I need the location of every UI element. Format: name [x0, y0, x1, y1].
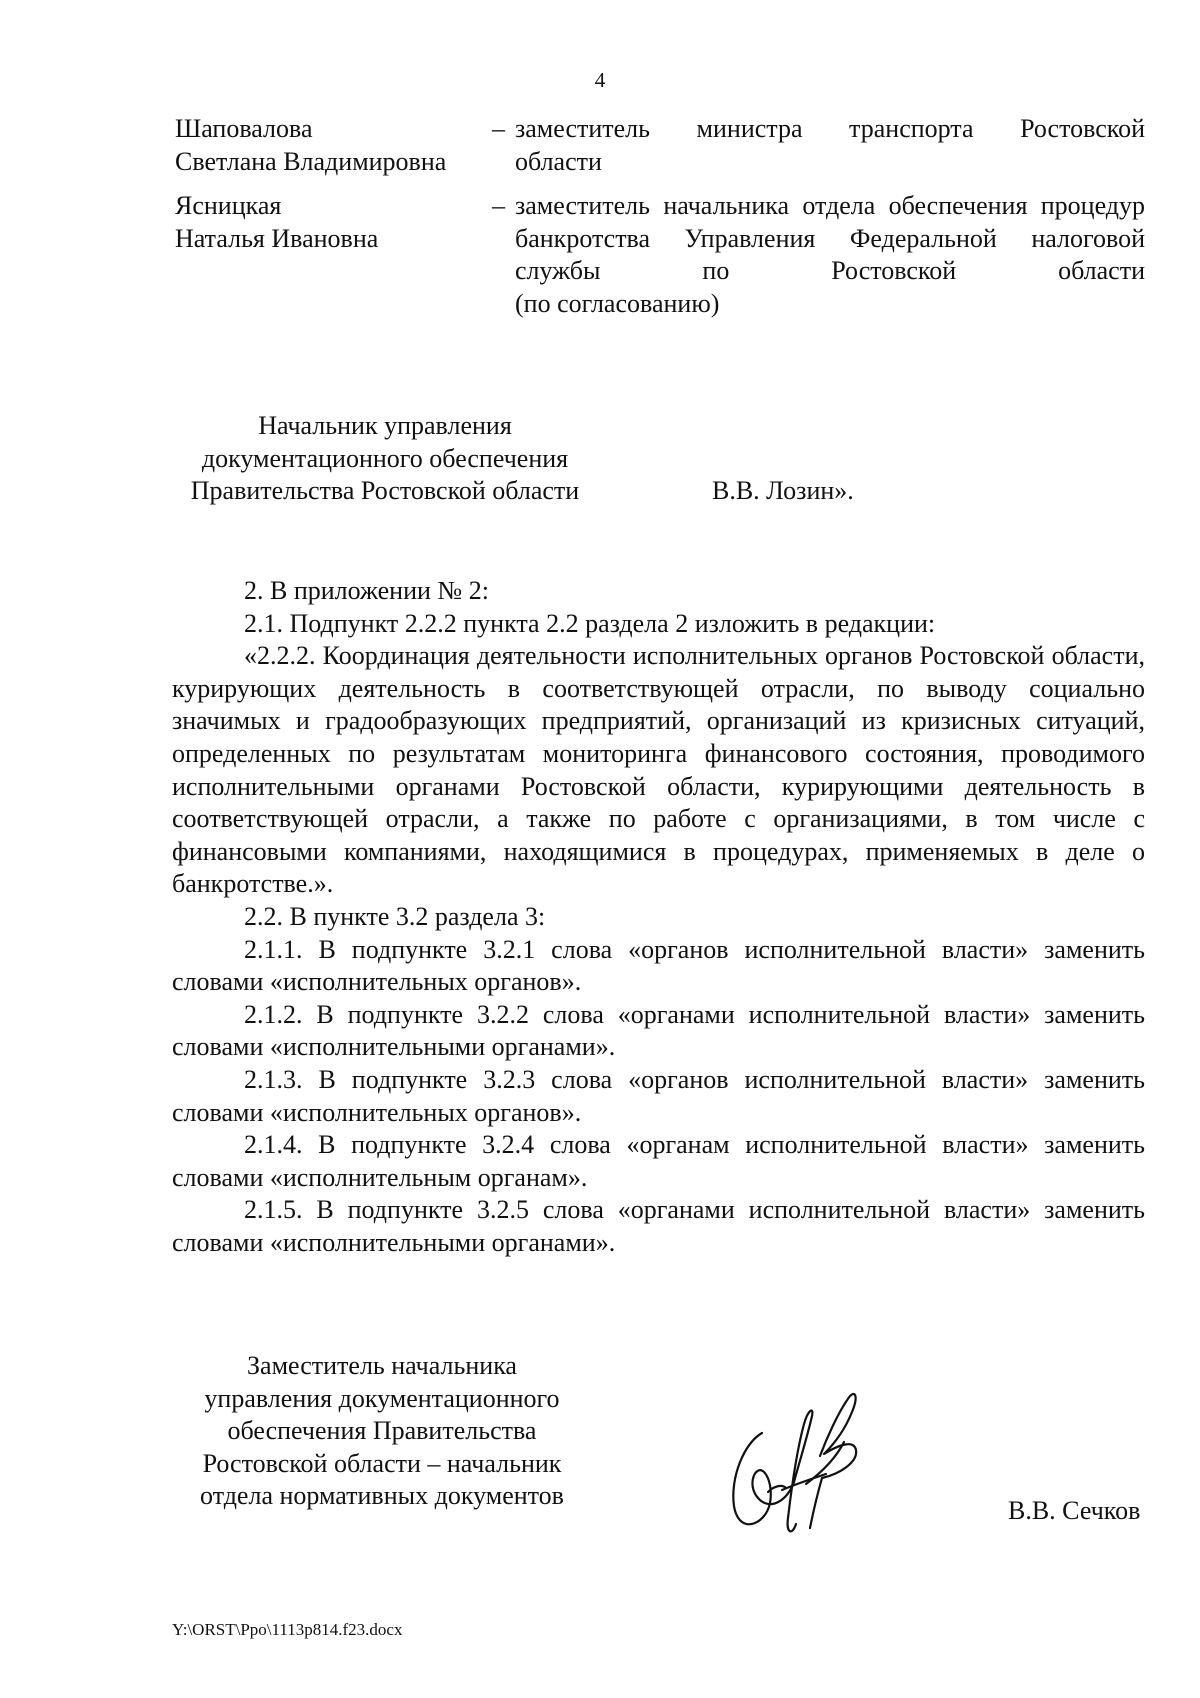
paragraph: 2.1.4. В подпункте 3.2.4 слова «органам исполнительной власти» заменить словами «исполнительным органам».: [172, 1130, 1145, 1192]
position-line: документационного обеспечения: [201, 443, 569, 473]
handwritten-signature: [722, 1388, 882, 1538]
member-role-line: налоговой службы по Ростовской области: [515, 223, 1145, 285]
paragraph: «2.2.2. Координация деятельности исполнительных органов Ростовской области, курирующих деятельность в соответствующей отрасли, по выводу социально значимых и градообразующих предприятий, организаций из кризисных ситуаций, определенных по результатам мониторинга финансового состояния, проводимого исполнительными органами Ростовской области, курирующими деятельность в соответствующей отрасли, а также по работе с организациями, в том числе с финансовыми компаниями, находящимися в процедурах, применяемых в деле о банкротстве.».: [172, 641, 1145, 899]
member-role-line: процедур банкротства Управления Федеральной: [515, 191, 1145, 253]
member-entry: [175, 113, 1145, 183]
member-role: [515, 190, 1145, 320]
position-line: Начальник управления: [258, 411, 512, 440]
signatory-name: В.В. Лозин».: [712, 476, 854, 505]
page-number: 4: [594, 68, 606, 92]
member-name: [175, 190, 378, 255]
paragraph: 2.1.2. В подпункте 3.2.2 слова «органами исполнительной власти» заменить словами «исполнительными органами».: [172, 999, 1145, 1062]
member-entry: [175, 190, 1145, 325]
member-role-line: заместитель начальника отдела обеспечения: [515, 191, 1028, 220]
signature-block-lozin: [170, 410, 854, 508]
member-surname: Ясницкая: [175, 191, 282, 220]
signatory-name: В.В. Сечков: [1008, 1496, 1141, 1525]
position-line: управления документационного: [204, 1383, 560, 1413]
file-path: Y:\ORST\Ppo\1113p814.f23.docx: [172, 1620, 403, 1639]
paragraph: 2.2. В пункте 3.2 раздела 3:: [244, 901, 546, 931]
member-role-line: (по согласованию): [515, 288, 720, 318]
member-role: [515, 113, 1145, 178]
signature-block-sechkov: [176, 1350, 588, 1513]
paragraph: 2.1.3. В подпункте 3.2.3 слова «органов исполнительной власти» заменить словами «исполнительных органов».: [172, 1064, 1145, 1127]
member-first-name: Светлана Владимировна: [175, 146, 447, 176]
position-line: отдела нормативных документов: [200, 1481, 564, 1510]
paragraph: 2.1.5. В подпункте 3.2.5 слова «органами исполнительной власти» заменить словами «исполнительными органами».: [172, 1195, 1145, 1257]
position-line: Ростовской области – начальник: [202, 1448, 562, 1478]
paragraph: 2.1.1. В подпункте 3.2.1 слова «органов исполнительной власти» заменить словами «исполнительных органов».: [172, 934, 1145, 997]
member-first-name: Наталья Ивановна: [175, 223, 379, 253]
member-surname: Шаповалова: [175, 114, 313, 143]
paragraph: 2.1. Подпункт 2.2.2 пункта 2.2 раздела 2 изложить в редакции:: [244, 608, 936, 638]
position-line: Правительства Ростовской области: [190, 476, 580, 505]
position-line: Заместитель начальника: [247, 1351, 517, 1380]
paragraph: 2. В приложении № 2:: [244, 576, 489, 605]
member-role-line: области: [515, 146, 602, 176]
member-dash: –: [492, 191, 505, 220]
member-dash: –: [492, 114, 505, 143]
document-body: [172, 575, 1145, 1259]
member-role-line: заместитель министра транспорта Ростовской: [515, 114, 1145, 143]
signatory-position: [170, 410, 600, 508]
signatory-position: [176, 1350, 588, 1513]
position-line: обеспечения Правительства: [227, 1416, 537, 1445]
member-name: [175, 113, 446, 178]
